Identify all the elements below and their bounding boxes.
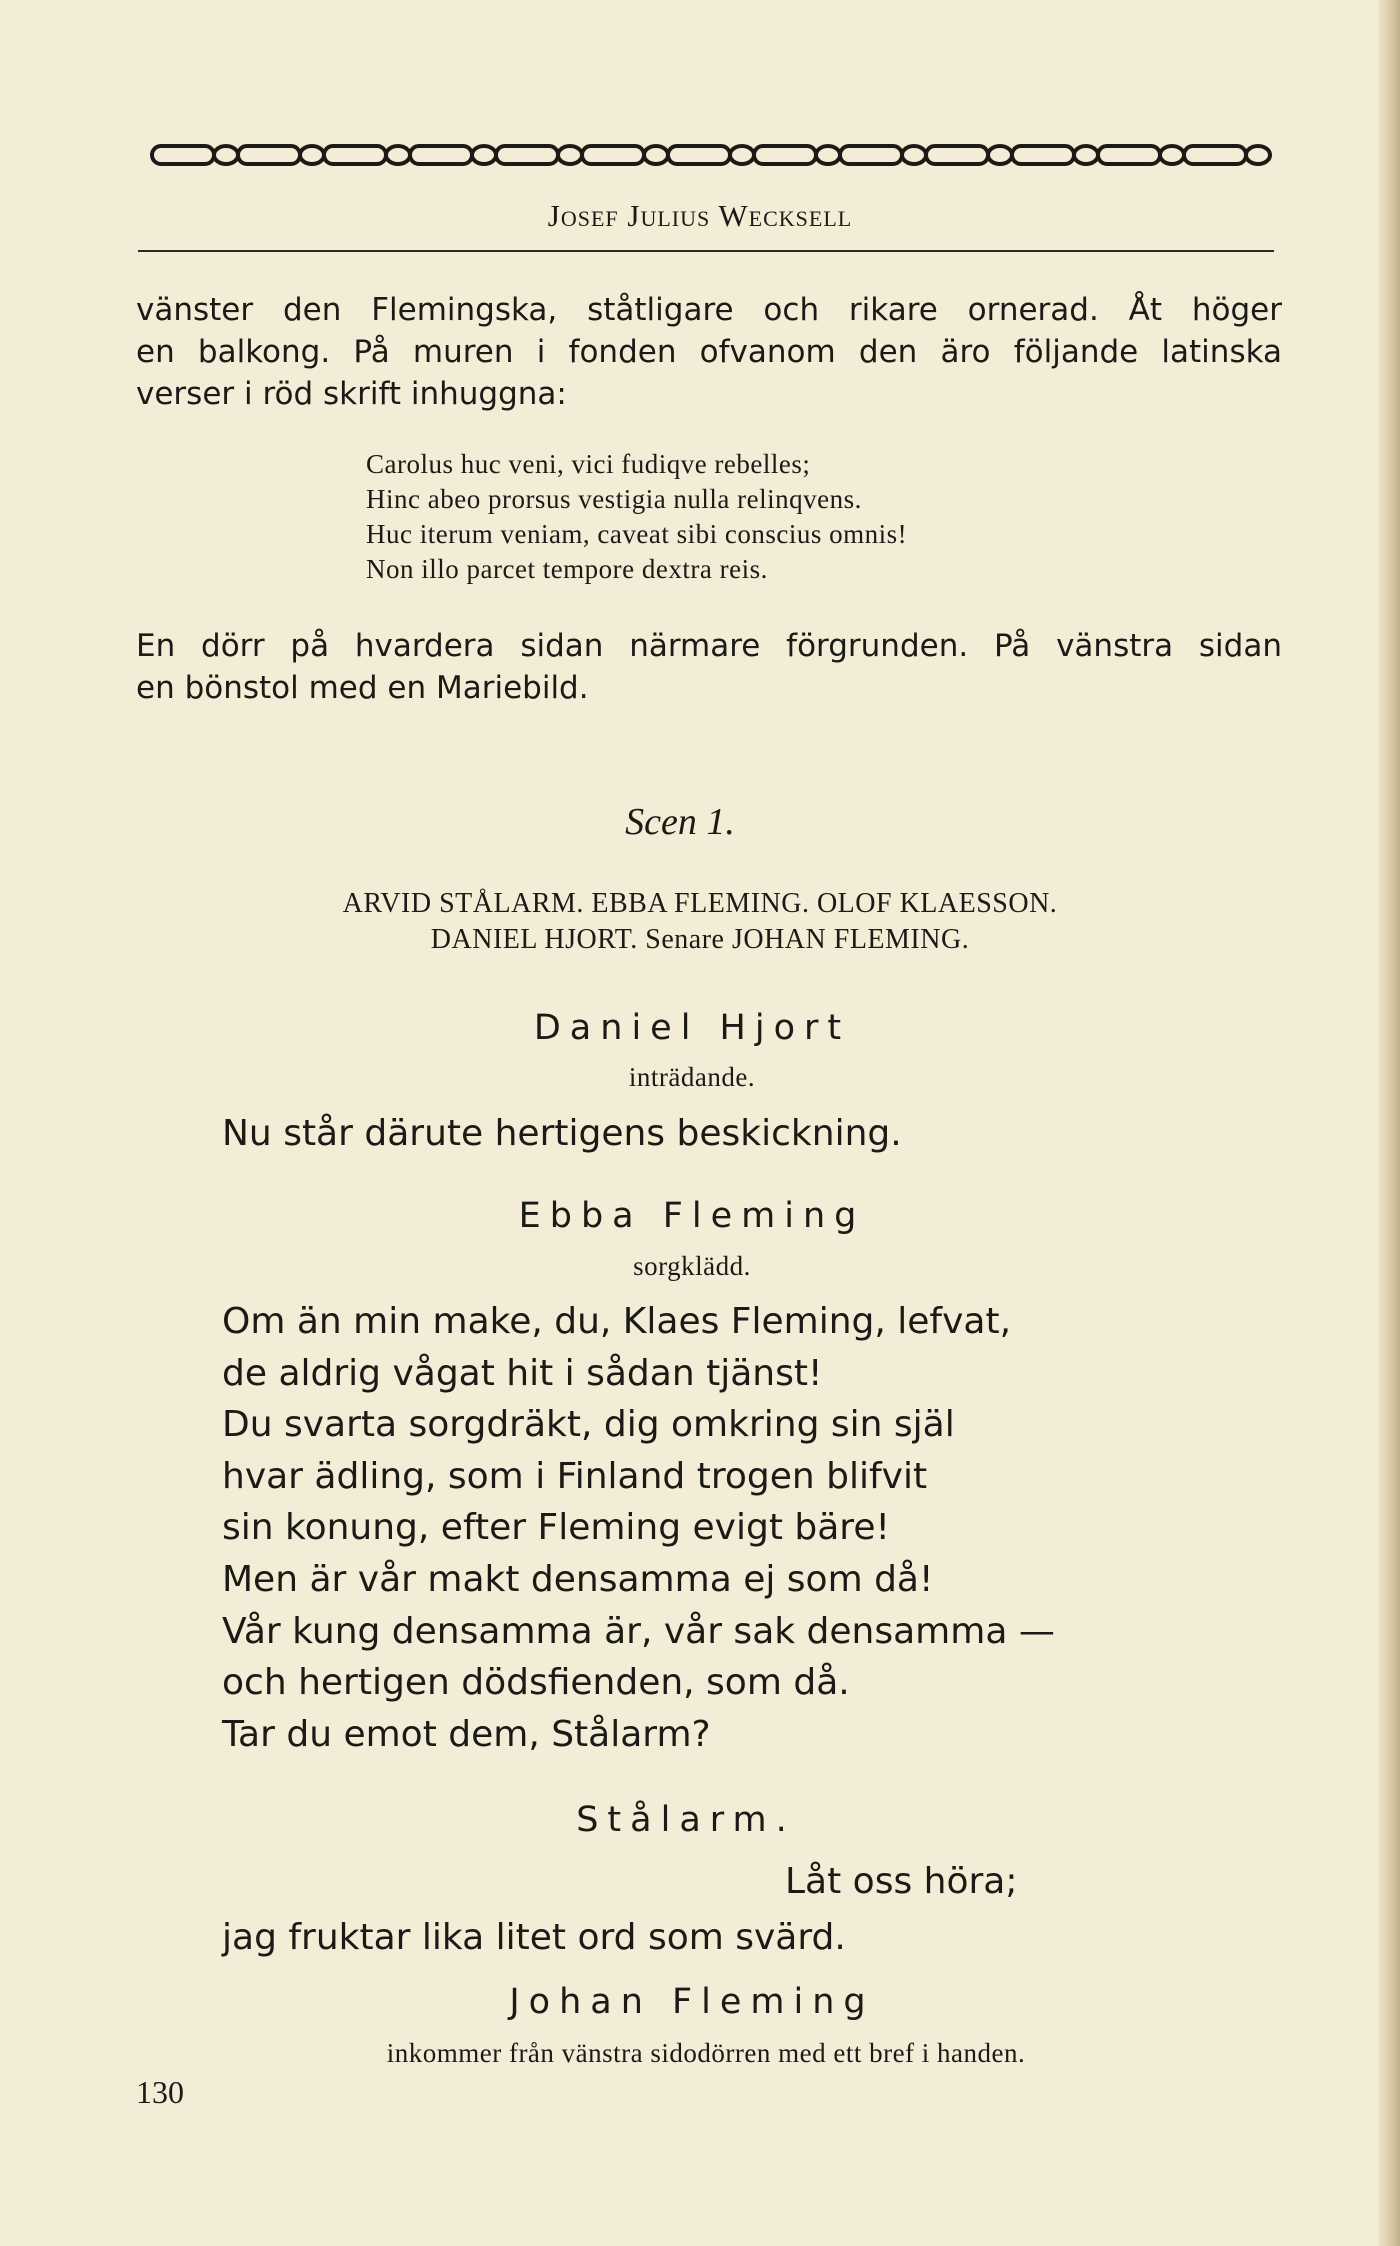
page-number: 130 (136, 2074, 184, 2110)
verse-line: sin konung, efter Fleming evigt bäre! (222, 1507, 890, 1549)
text-line: en bönstol med en Mariebild. (136, 670, 589, 706)
speaker-name: Ebba Fleming (518, 1196, 866, 1236)
speaker-direction: sorgklädd. (633, 1251, 751, 1281)
text-line: En dörr på hvardera sidan närmare förgrunden. På vänstra sidan (136, 628, 1282, 664)
page-edge (1378, 0, 1400, 2246)
verse-line: Du svarta sorgdräkt, dig omkring sin själ (222, 1404, 955, 1446)
text-line: vänster den Flemingska, ståtligare och rikare ornerad. Åt höger (136, 292, 1282, 328)
verse-line: och hertigen dödsfienden, som då. (222, 1662, 850, 1704)
speaker-name: Daniel Hjort (533, 1008, 851, 1048)
verse-block (222, 1108, 902, 1160)
header-rule (138, 250, 1274, 252)
latin-line: Non illo parcet tempore dextra reis. (366, 554, 768, 584)
verse-line: Om än min make, du, Klaes Fleming, lefvat, (222, 1301, 1012, 1342)
stage-direction-2 (136, 625, 1282, 709)
verse-line: Men är vår makt densamma ej som då! (222, 1558, 934, 1600)
latin-inscription (366, 447, 907, 587)
verse-line: Tar du emot dem, Stålarm? (222, 1713, 711, 1755)
latin-line: Huc iterum veniam, caveat sibi conscius omnis! (366, 519, 908, 549)
latin-line: Carolus huc veni, vici fudiqve rebelles; (366, 449, 811, 479)
speaker-direction: inkommer från vänstra sidodörren med ett bref i handen. (386, 2038, 1026, 2068)
verse-line: Nu står därute hertigens beskickning. (222, 1113, 902, 1154)
chain-link-border-icon (148, 140, 1280, 170)
stage-direction-1 (136, 289, 1282, 415)
text-line: verser i röd skrift inhuggna: (136, 376, 567, 412)
verse-line: Vår kung densamma är, vår sak densamma — (222, 1610, 1055, 1652)
speaker-direction: inträdande. (628, 1062, 756, 1092)
cast-line: ARVID STÅLARM. EBBA FLEMING. OLOF KLAESSON. (342, 888, 1058, 919)
cast-line: DANIEL HJORT. Senare JOHAN FLEMING. (430, 924, 970, 955)
verse-line: jag fruktar lika litet ord som svärd. (222, 1917, 846, 1958)
verse-block (222, 1296, 1055, 1760)
latin-line: Hinc abeo prorsus vestigia nulla relinqvens. (366, 484, 862, 514)
verse-line: hvar ädling, som i Finland trogen blifvit (222, 1455, 928, 1497)
scene-title: Scen 1. (625, 801, 735, 843)
verse-line-indented: Låt oss höra; (785, 1861, 1018, 1902)
text-line: en balkong. På muren i fonden ofvanom den äro följande latinska (136, 334, 1282, 370)
running-head: Josef Julius Wecksell (547, 198, 853, 233)
verse-line: de aldrig vågat hit i sådan tjänst! (222, 1352, 823, 1394)
speaker-name: Stålarm. (576, 1800, 796, 1840)
speaker-name: Johan Fleming (509, 1982, 875, 2022)
